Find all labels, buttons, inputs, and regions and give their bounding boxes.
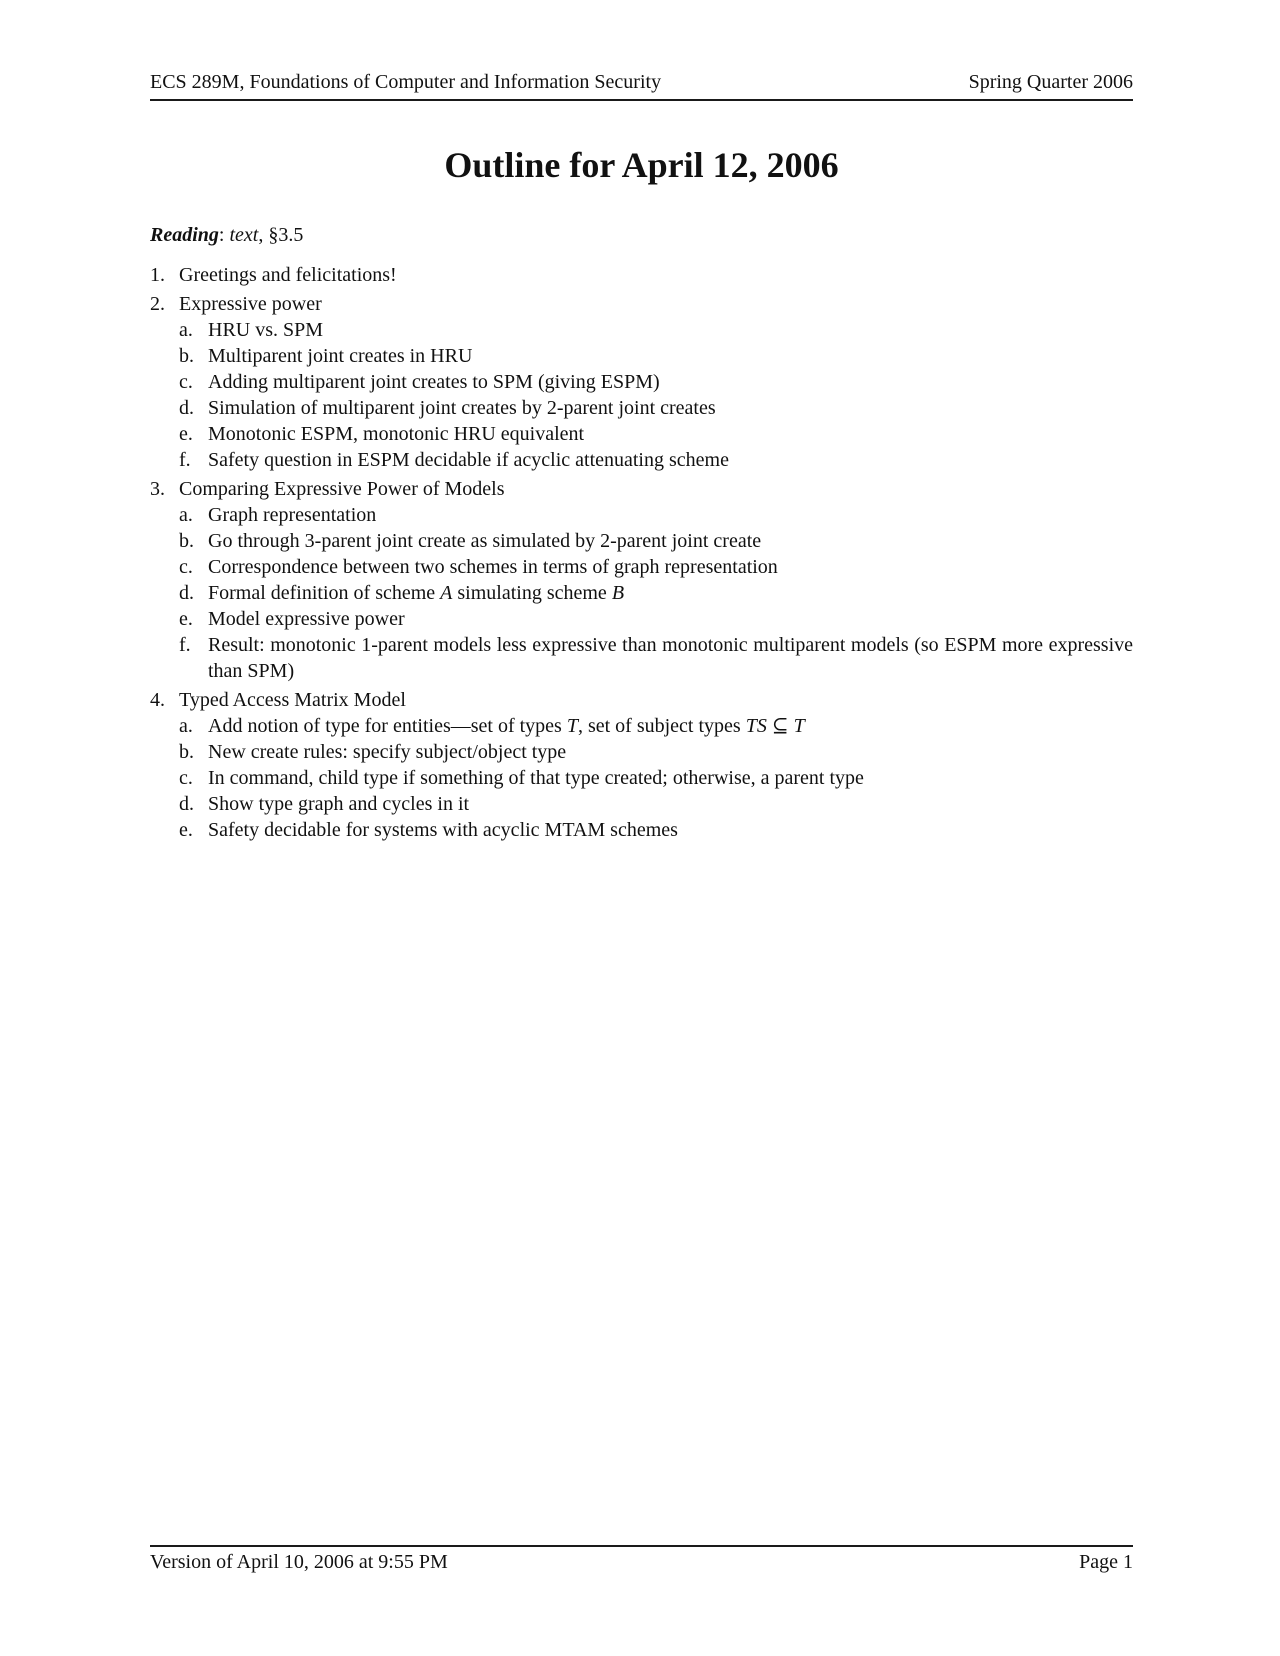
sub-letter: f. <box>179 634 191 656</box>
sub-text-b: , set of subject types <box>577 715 746 737</box>
reading-line <box>150 222 303 248</box>
reading-sep: : <box>218 224 225 246</box>
sub-letter: a. <box>179 715 193 737</box>
sub-letter: b. <box>179 345 194 367</box>
reading-source: text <box>229 224 259 246</box>
var-types-2: T <box>793 715 805 737</box>
sub-item <box>150 765 1133 791</box>
outline-item <box>150 476 1133 684</box>
item-text: Comparing Expressive Power of Models <box>179 478 505 500</box>
document-page <box>150 0 1133 1656</box>
sub-letter: d. <box>179 397 194 419</box>
item-text: Expressive power <box>179 293 322 315</box>
sub-item <box>150 580 1133 606</box>
page-number: Page 1 <box>1079 1551 1133 1573</box>
sub-letter: c. <box>179 767 193 789</box>
sub-letter: b. <box>179 530 194 552</box>
sub-text: Safety decidable for systems with acyclic MTAM schemes <box>208 819 678 841</box>
sub-letter: c. <box>179 371 193 393</box>
sub-item <box>150 369 1133 395</box>
sub-text: HRU vs. SPM <box>208 319 324 341</box>
page-header <box>150 69 1133 101</box>
var-scheme-a: A <box>440 582 453 604</box>
item-number: 1. <box>150 264 165 286</box>
sub-text: Monotonic ESPM, monotonic HRU equivalent <box>208 423 585 445</box>
sub-item <box>150 606 1133 632</box>
subset-operator: ⊆ <box>766 715 794 737</box>
sub-item <box>150 632 1133 684</box>
sub-text: In command, child type if something of that type created; otherwise, a parent type <box>208 767 864 789</box>
page-footer <box>150 1545 1133 1573</box>
sub-item <box>150 817 1133 843</box>
sub-letter: c. <box>179 556 193 578</box>
var-types: T <box>566 715 578 737</box>
sub-list <box>150 502 1133 684</box>
item-number: 4. <box>150 689 165 711</box>
sub-letter: f. <box>179 449 191 471</box>
sub-list <box>150 713 1133 843</box>
sub-letter: e. <box>179 608 193 630</box>
outline-list <box>150 262 1133 843</box>
sub-item <box>150 713 1133 739</box>
sub-letter: d. <box>179 793 194 815</box>
var-scheme-b: B <box>611 582 625 604</box>
sub-item <box>150 528 1133 554</box>
sub-text: Simulation of multiparent joint creates by 2-parent joint creates <box>208 397 716 419</box>
sub-item <box>150 502 1133 528</box>
sub-item <box>150 421 1133 447</box>
sub-text-b: simulating scheme <box>452 582 612 604</box>
sub-letter: a. <box>179 319 193 341</box>
item-number: 2. <box>150 293 165 315</box>
sub-item <box>150 343 1133 369</box>
sub-letter: e. <box>179 423 193 445</box>
sub-text: Multiparent joint creates in HRU <box>208 345 473 367</box>
item-text: Greetings and felicitations! <box>179 264 397 286</box>
sub-text-a: Formal definition of scheme <box>208 582 441 604</box>
sub-letter: d. <box>179 582 194 604</box>
var-subject-types: TS <box>745 715 767 737</box>
sub-text: Show type graph and cycles in it <box>208 793 470 815</box>
page-title: Outline for April 12, 2006 <box>444 145 839 185</box>
outline-item <box>150 262 1133 288</box>
reading-label: Reading <box>150 224 219 246</box>
sub-list <box>150 317 1133 473</box>
term-label: Spring Quarter 2006 <box>968 71 1133 93</box>
sub-text: Graph representation <box>208 504 377 526</box>
outline-item <box>150 291 1133 473</box>
sub-item <box>150 791 1133 817</box>
item-text: Typed Access Matrix Model <box>179 689 406 711</box>
sub-text: Correspondence between two schemes in terms of graph representation <box>208 556 778 578</box>
sub-item <box>150 317 1133 343</box>
sub-item <box>150 447 1133 473</box>
sub-letter: b. <box>179 741 194 763</box>
sub-letter: e. <box>179 819 193 841</box>
sub-text: Model expressive power <box>208 608 405 630</box>
item-number: 3. <box>150 478 165 500</box>
course-title: ECS 289M, Foundations of Computer and Information Security <box>150 71 662 93</box>
reading-section: , §3.5 <box>258 224 304 246</box>
outline-item <box>150 687 1133 843</box>
sub-text: Go through 3-parent joint create as simulated by 2-parent joint create <box>208 530 762 552</box>
sub-text: Safety question in ESPM decidable if acyclic attenuating scheme <box>208 449 729 471</box>
sub-text: New create rules: specify subject/object type <box>208 741 567 763</box>
version-label: Version of April 10, 2006 at 9:55 PM <box>150 1551 448 1573</box>
sub-text-a: Add notion of type for entities—set of types <box>208 715 567 737</box>
sub-item <box>150 395 1133 421</box>
sub-letter: a. <box>179 504 193 526</box>
sub-item <box>150 739 1133 765</box>
sub-item <box>150 554 1133 580</box>
sub-text: Result: monotonic 1-parent models less expressive than monotonic multiparent models (so ESPM more expressive than SPM) <box>208 634 1133 682</box>
sub-text: Adding multiparent joint creates to SPM (giving ESPM) <box>208 371 660 393</box>
